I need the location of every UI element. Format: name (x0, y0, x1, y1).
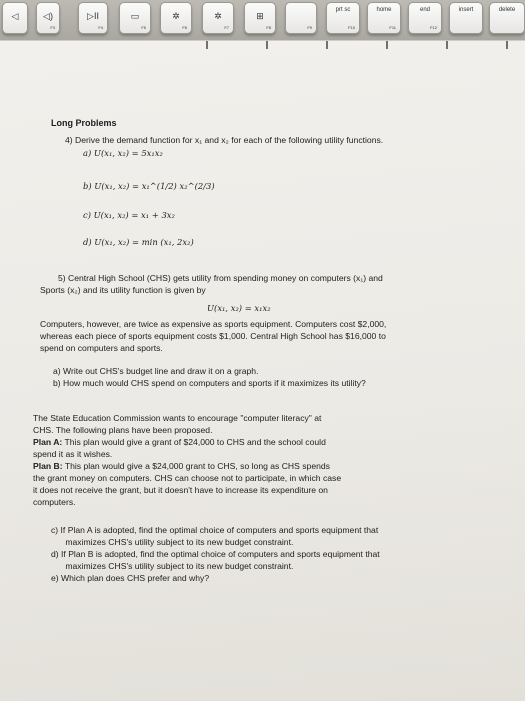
play-pause-key: ▷II F4 (78, 2, 108, 34)
home-key: home F11 (367, 2, 401, 34)
brightness-up-icon: ✲ (214, 11, 222, 21)
delete-key: delete (489, 2, 525, 34)
plan-a-line-1: Plan A: This plan would give a grant of $24,000 to CHS and the school could (33, 437, 326, 447)
play-pause-icon: ▷II (87, 11, 99, 21)
q5d-line-1: d) If Plan B is adopted, find the optimal choice of computers and sports equipment that (51, 549, 380, 559)
q4c-utility: c) U(x₁, x₂) = x₁ + 3x₂ (83, 210, 175, 220)
insert-key: insert (449, 2, 483, 34)
end-key: end F12 (408, 2, 442, 34)
q5-body-line-2: whereas each piece of sports equipment costs $1,000. Central High School has $16,000 to (40, 331, 386, 341)
q5-body-line-3: spend on computers and sports. (40, 343, 163, 353)
q5a-question: a) Write out CHS's budget line and draw it on a graph. (53, 366, 259, 376)
plan-b-line-3: it does not receive the grant, but it doesn't have to increase its expenditure on (33, 485, 328, 495)
section-heading: Long Problems (51, 118, 117, 128)
plan-b-label: Plan B: (33, 461, 63, 471)
plan-a-label: Plan A: (33, 437, 63, 447)
q4b-utility: b) U(x₁, x₂) = x₁^(1/2) x₂^(2/3) (83, 181, 215, 191)
q5c-line-1: c) If Plan A is adopted, find the optimal choice of computers and sports equipment that (51, 525, 379, 535)
speaker-low-key (2, 2, 28, 34)
q5e-question: e) Which plan does CHS prefer and why? (51, 573, 210, 583)
q5d-line-2: maximizes CHS's utility subject to its new budget constraint. (51, 561, 294, 571)
brightness-up-key: ✲ F7 (202, 2, 234, 34)
screen-icon: ▭ (130, 11, 140, 21)
speaker-high-icon: ◁) (43, 11, 53, 21)
q4a-utility: a) U(x₁, x₂) = 5x₁x₂ (83, 148, 163, 158)
commission-line-1: The State Education Commission wants to encourage "computer literacy" at (33, 413, 322, 423)
plan-a-line-2: spend it as it wishes. (33, 449, 113, 459)
brightness-down-key: ✲ F6 (160, 2, 192, 34)
display-switch-icon: ⊞ (256, 11, 264, 21)
q5b-question: b) How much would CHS spend on computers and sports if it maximizes its utility? (53, 378, 366, 388)
commission-line-2: CHS. The following plans have been proposed. (33, 425, 213, 435)
plan-b-line-2: the grant money on computers. CHS can choose not to participate, in which case (33, 473, 342, 483)
print-screen-key: prt sc F10 (326, 2, 360, 34)
q4d-utility: d) U(x₁, x₂) = min (x₁, 2x₂) (83, 237, 194, 247)
brightness-down-icon: ✲ (172, 11, 180, 21)
plan-b-line-4: computers. (33, 497, 76, 507)
q5-utility-function: U(x₁, x₂) = x₁x₂ (207, 303, 271, 313)
speaker-high-key: ◁) F3 (36, 2, 60, 34)
q5-intro-line-1: 5) Central High School (CHS) gets utility from spending money on computers (x₁) and (58, 273, 383, 283)
display-switch-key: ⊞ F8 (244, 2, 276, 34)
q4-prompt: 4) Derive the demand function for x₁ and x₂ for each of the following utility functions. (65, 135, 384, 145)
q5-intro-line-2: Sports (x₂) and its utility function is given by (40, 285, 206, 295)
f9-key: F9 (285, 2, 317, 34)
q5-body-line-1: Computers, however, are twice as expensive as sports equipment. Computers cost $2,000, (40, 319, 387, 329)
speaker-low-icon: ◁ (11, 11, 19, 21)
plan-b-line-1: Plan B: This plan would give a $24,000 grant to CHS, so long as CHS spends (33, 461, 330, 471)
q5c-line-2: maximizes CHS's utility subject to its new budget constraint. (51, 537, 294, 547)
screen-key: ▭ F5 (119, 2, 151, 34)
worksheet-page (0, 40, 525, 701)
